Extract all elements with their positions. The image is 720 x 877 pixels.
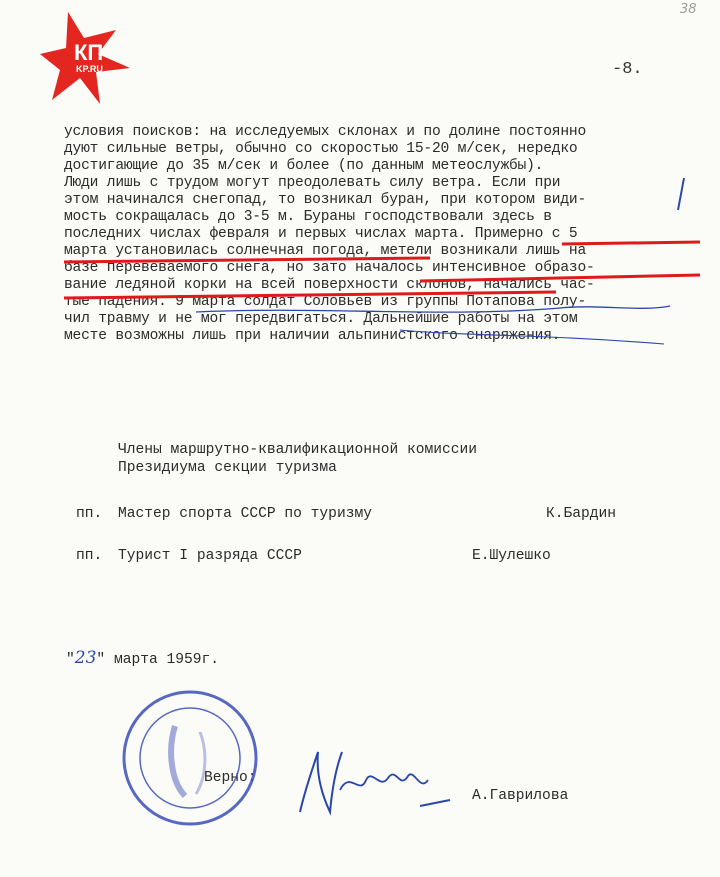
signatory-title: Турист I разряда СССР	[118, 548, 302, 564]
date-close-quote: "	[96, 652, 106, 668]
page-number: -8.	[612, 60, 643, 79]
body-line: Люди лишь с трудом могут преодолевать силу ветра. Если при	[64, 175, 561, 191]
body-line: дуют сильные ветры, обычно со скоростью 15-20 м/сек, нередко	[64, 141, 578, 157]
kp-logo	[38, 8, 138, 108]
date-rest: марта 1959г.	[113, 652, 220, 668]
handwritten-signature	[300, 752, 450, 812]
verified-label: Верно:	[204, 770, 257, 786]
body-line: мость сокращалась до 3-5 м. Бураны господствовали здесь в	[64, 209, 552, 225]
signatory-prefix: пп.	[76, 548, 103, 564]
body-line: базе перевеваемого снега, но зато началось интенсивное образо-	[64, 260, 595, 276]
date-open-quote: "	[66, 652, 75, 668]
commission-line-1: Члены маршрутно-квалификационной комиссии	[118, 442, 478, 458]
svg-text:KP.RU: KP.RU	[76, 64, 103, 74]
body-line: чил травму и не мог передвигаться. Дальнейшие работы на этом	[64, 311, 578, 327]
signatory-prefix: пп.	[76, 506, 103, 522]
round-stamp	[124, 692, 256, 824]
verifier-name: А.Гаврилова	[472, 788, 569, 804]
svg-text:КП: КП	[74, 40, 104, 65]
body-line: достигающие до 35 м/сек и более (по данным метеослужбы).	[64, 158, 544, 174]
date-line	[66, 648, 219, 668]
signatory-name: Е.Шулешко	[472, 548, 551, 564]
body-line: месте возможны лишь при наличии альпинистского снаряжения.	[64, 328, 561, 344]
body-line: вание ледяной корки на всей поверхности склонов, начались час-	[64, 277, 595, 293]
body-line: этом начинался снегопад, то возникал буран, при котором види-	[64, 192, 587, 208]
commission-line-2: Президиума секции туризма	[118, 460, 337, 476]
body-line: условия поисков: на исследуемых склонах и по долине постоянно	[64, 124, 587, 140]
signatory-name: К.Бардин	[546, 506, 617, 522]
signatory-title: Мастер спорта СССР по туризму	[118, 506, 372, 522]
archive-number: 38	[680, 2, 697, 17]
body-line: марта установилась солнечная погода, метели возникали лишь на	[64, 243, 587, 259]
date-day: 23	[74, 648, 97, 668]
body-line: тые падения. 9 марта солдат Соловьев из группы Потапова полу-	[64, 294, 587, 310]
body-line: последних числах февраля и первых числах марта. Примерно с 5	[64, 226, 578, 242]
margin-mark-icon	[678, 178, 684, 210]
